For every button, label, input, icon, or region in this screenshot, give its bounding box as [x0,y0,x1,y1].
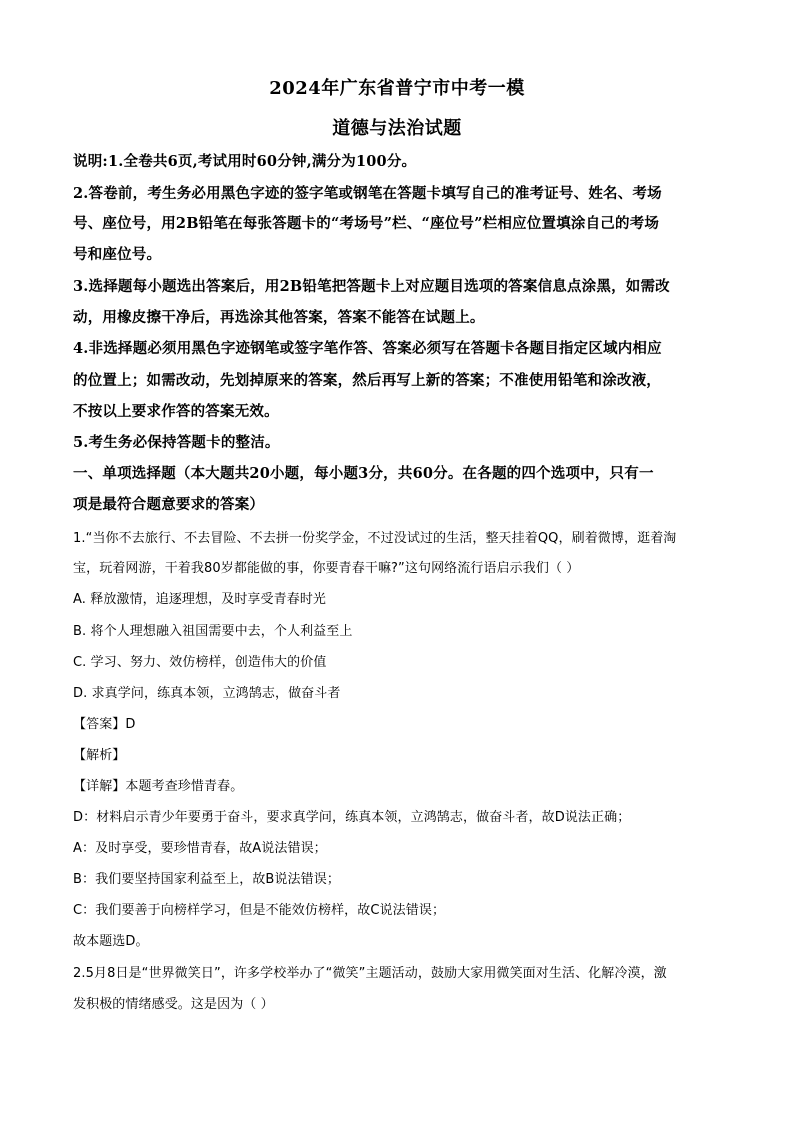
instruction-line: 号、座位号，用2B铅笔在每张答题卡的“考场号”栏、“座位号”栏相应位置填涂自己的考场 [73,215,660,232]
instruction-line: 的位置上；如需改动，先划掉原来的答案，然后再写上新的答案；不准使用铅笔和涂改液， [73,372,661,389]
instruction-line: 不按以上要求作答的答案无效。 [73,403,279,420]
option-d: D. 求真学问，练真本领，立鸿鹄志，做奋斗者 [73,686,341,701]
instruction-line: 5.考生务必保持答题卡的整洁。 [73,434,280,451]
exam-title: 2024年广东省普宁市中考一模 [269,78,525,99]
analysis-label: 【解析】 [73,748,126,763]
option-c: C. 学习、努力、效仿榜样，创造伟大的价值 [73,655,327,670]
detail: 【详解】本题考查珍惜青春。 [73,779,244,794]
explanation-line: A：及时享受，要珍惜青春，故A说法错误； [73,841,327,856]
question-1-stem: 宝，玩着网游，干着我80岁都能做的事，你要青春干嘛?”这句网络流行语启示我们（ ） [73,561,580,576]
answer: 【答案】D [73,717,136,732]
instruction-line: 号和座位号。 [73,246,162,263]
question-1-stem: 1.“当你不去旅行、不去冒险、不去拼一份奖学金，不过没试过的生活，整天挂着QQ，刷着微博，逛着淘 [73,531,677,546]
explanation-line: B：我们要坚持国家利益至上，故B说法错误； [73,872,340,887]
option-b: B. 将个人理想融入祖国需要中去，个人利益至上 [73,624,353,639]
instruction-line: 4.非选择题必须用黑色字迹钢笔或签字笔作答、答案必须写在答题卡各题目指定区域内相应 [73,340,662,357]
question-2-stem: 2.5月8日是“世界微笑日”，许多学校举办了“微笑”主题活动，鼓励大家用微笑面对生活、化解冷漠，激 [73,966,667,981]
section-heading: 项是最符合题意要求的答案） [73,496,265,513]
question-2-stem: 发积极的情绪感受。这是因为（ ） [73,997,274,1012]
instruction-line: 动，用橡皮擦干净后，再选涂其他答案，答案不能答在试题上。 [73,309,485,326]
instruction-line: 2.答卷前，考生务必用黑色字迹的签字笔或钢笔在答题卡填写自己的准考证号、姓名、考场 [73,185,662,202]
explanation-line: 故本题选D。 [73,934,149,949]
exam-subtitle: 道德与法治试题 [332,118,462,139]
instruction-line: 3.选择题每小题选出答案后，用2B铅笔把答题卡上对应题目选项的答案信息点涂黑，如需改 [73,278,670,295]
section-heading: 一、单项选择题（本大题共20小题，每小题3分，共60分。在各题的四个选项中，只有一 [73,465,654,482]
explanation-line: D：材料启示青少年要勇于奋斗，要求真学问，练真本领，立鸿鹄志，做奋斗者，故D说法正确； [73,810,631,825]
explanation-line: C：我们要善于向榜样学习，但是不能效仿榜样，故C说法错误； [73,903,446,918]
option-a: A. 释放激情，追逐理想，及时享受青春时光 [73,592,327,607]
instruction-line: 说明:1.全卷共6页,考试用时60分钟,满分为100分。 [73,153,417,170]
